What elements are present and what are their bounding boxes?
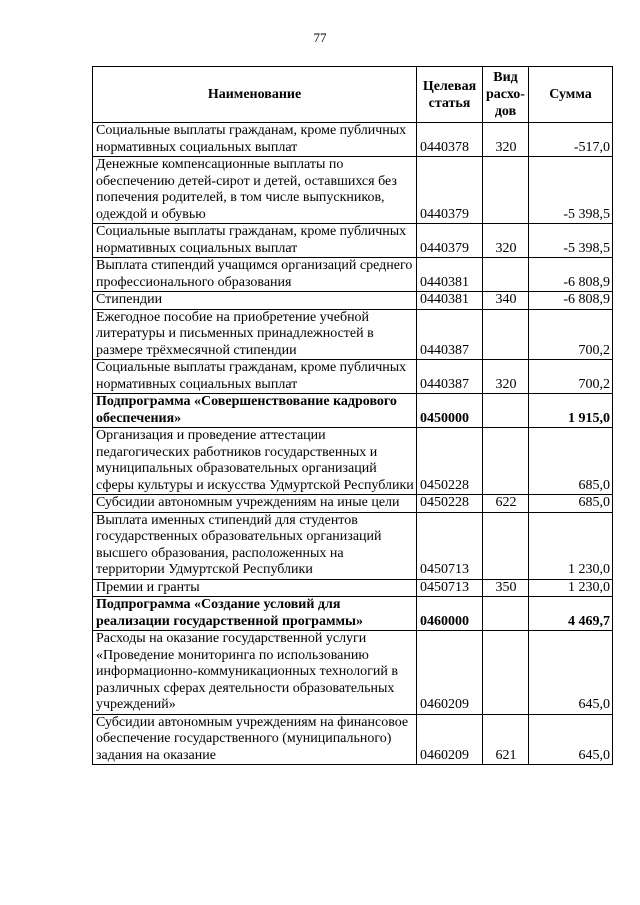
row-expense-type-cell <box>483 631 529 715</box>
row-expense-type-cell <box>483 394 529 428</box>
row-sum-cell: -6 808,9 <box>529 258 613 292</box>
row-target-cell: 0460209 <box>417 714 483 765</box>
table-body <box>93 123 613 765</box>
row-name-cell: Стипендии <box>93 292 417 310</box>
row-name-cell: Выплата стипендий учащимся организаций среднего профессионального образования <box>93 258 417 292</box>
row-sum-cell: 700,2 <box>529 309 613 360</box>
row-sum-cell: 685,0 <box>529 495 613 513</box>
table-row <box>93 309 613 360</box>
row-target-cell: 0450000 <box>417 394 483 428</box>
row-target-cell: 0440387 <box>417 309 483 360</box>
row-expense-type-cell <box>483 157 529 224</box>
row-sum-cell: 1 230,0 <box>529 579 613 597</box>
row-expense-type-cell <box>483 597 529 631</box>
row-target-cell: 0460000 <box>417 597 483 631</box>
table-row <box>93 495 613 513</box>
row-name-cell: Подпрограмма «Совершенствование кадрового обеспечения» <box>93 394 417 428</box>
table-row <box>93 157 613 224</box>
row-target-cell: 0440381 <box>417 292 483 310</box>
row-name-cell: Социальные выплаты гражданам, кроме публичных нормативных социальных выплат <box>93 123 417 157</box>
row-expense-type-cell: 320 <box>483 224 529 258</box>
row-sum-cell: -5 398,5 <box>529 224 613 258</box>
row-target-cell: 0450713 <box>417 512 483 579</box>
row-name-cell: Ежегодное пособие на приобретение учебной литературы и письменных принадлежностей в размере трёхмесячной стипендии <box>93 309 417 360</box>
table-row <box>93 394 613 428</box>
table-row <box>93 512 613 579</box>
header-sum: Сумма <box>529 67 613 123</box>
row-expense-type-cell <box>483 512 529 579</box>
row-expense-type-cell <box>483 258 529 292</box>
table-row <box>93 428 613 495</box>
row-expense-type-cell: 320 <box>483 123 529 157</box>
row-target-cell: 0460209 <box>417 631 483 715</box>
row-name-cell: Денежные компенсационные выплаты по обеспечению детей-сирот и детей, оставшихся без попечения родителей, в том числе выпускников, одеждой и обувью <box>93 157 417 224</box>
table-row <box>93 597 613 631</box>
table-row <box>93 714 613 765</box>
row-expense-type-cell: 622 <box>483 495 529 513</box>
row-sum-cell: 1 230,0 <box>529 512 613 579</box>
row-expense-type-cell: 621 <box>483 714 529 765</box>
row-name-cell: Выплата именных стипендий для студентов государственных образовательных организаций высшего образования, расположенных на территории Удмуртской Республики <box>93 512 417 579</box>
row-name-cell: Расходы на оказание государственной услуги «Проведение мониторинга по использованию информационно-коммуникационных технологий в различных сферах деятельности образовательных учреждений» <box>93 631 417 715</box>
table-row <box>93 292 613 310</box>
row-target-cell: 0440378 <box>417 123 483 157</box>
row-target-cell: 0450228 <box>417 428 483 495</box>
row-target-cell: 0440387 <box>417 360 483 394</box>
row-expense-type-cell <box>483 428 529 495</box>
header-target: Целевая статья <box>417 67 483 123</box>
row-expense-type-cell <box>483 309 529 360</box>
table-row <box>93 631 613 715</box>
table-row <box>93 123 613 157</box>
row-sum-cell: 700,2 <box>529 360 613 394</box>
page-number: 77 <box>313 30 327 45</box>
row-sum-cell: -6 808,9 <box>529 292 613 310</box>
table-row <box>93 579 613 597</box>
row-target-cell: 0450228 <box>417 495 483 513</box>
row-name-cell: Социальные выплаты гражданам, кроме публичных нормативных социальных выплат <box>93 224 417 258</box>
row-sum-cell: 4 469,7 <box>529 597 613 631</box>
row-sum-cell: 645,0 <box>529 714 613 765</box>
row-sum-cell: 1 915,0 <box>529 394 613 428</box>
row-sum-cell: -517,0 <box>529 123 613 157</box>
table-row <box>93 224 613 258</box>
table-row <box>93 360 613 394</box>
row-expense-type-cell: 320 <box>483 360 529 394</box>
header-name: Наименование <box>93 67 417 123</box>
table-row <box>93 258 613 292</box>
header-expense-type: Вид расхо-дов <box>483 67 529 123</box>
row-target-cell: 0440379 <box>417 224 483 258</box>
budget-table <box>92 66 613 765</box>
row-name-cell: Подпрограмма «Создание условий для реализации государственной программы» <box>93 597 417 631</box>
row-sum-cell: 685,0 <box>529 428 613 495</box>
row-sum-cell: -5 398,5 <box>529 157 613 224</box>
row-target-cell: 0440379 <box>417 157 483 224</box>
row-expense-type-cell: 350 <box>483 579 529 597</box>
row-name-cell: Организация и проведение аттестации педагогических работников государственных и муниципальных образовательных организаций сферы культуры и искусства Удмуртской Республики <box>93 428 417 495</box>
row-target-cell: 0440381 <box>417 258 483 292</box>
row-expense-type-cell: 340 <box>483 292 529 310</box>
row-target-cell: 0450713 <box>417 579 483 597</box>
row-name-cell: Премии и гранты <box>93 579 417 597</box>
row-name-cell: Субсидии автономным учреждениям на иные цели <box>93 495 417 513</box>
row-sum-cell: 645,0 <box>529 631 613 715</box>
row-name-cell: Социальные выплаты гражданам, кроме публичных нормативных социальных выплат <box>93 360 417 394</box>
table-header-row <box>93 67 613 123</box>
row-name-cell: Субсидии автономным учреждениям на финансовое обеспечение государственного (муниципального) задания на оказание <box>93 714 417 765</box>
